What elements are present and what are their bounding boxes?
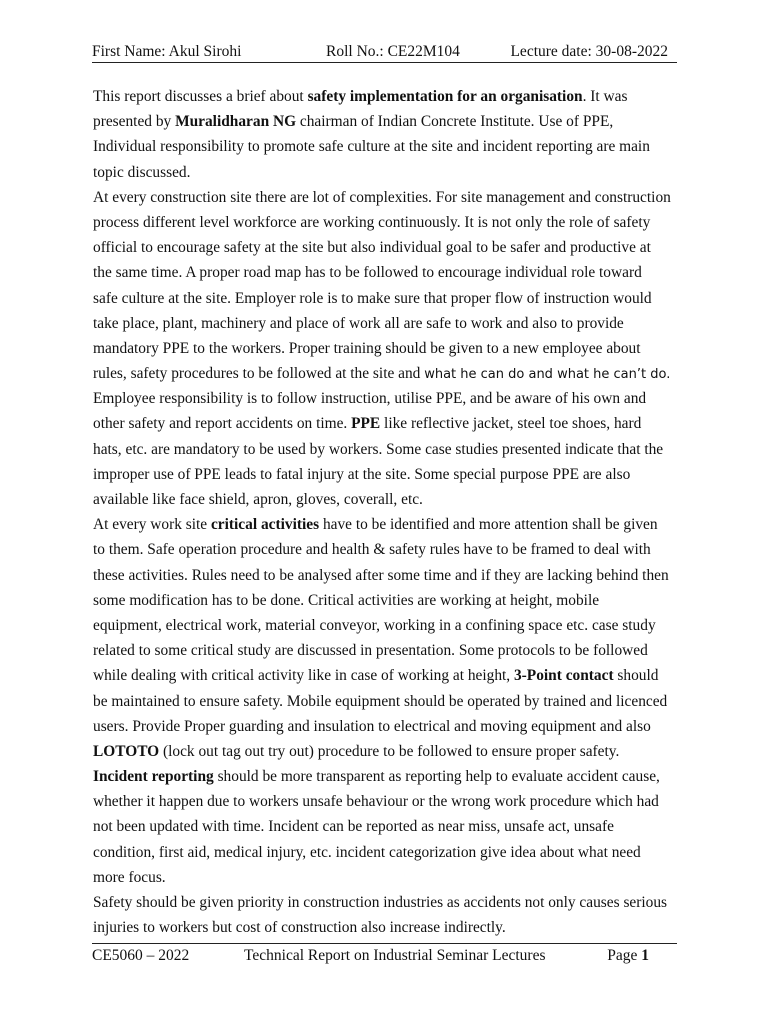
- header-roll-number: Roll No.: CE22M104: [326, 43, 460, 60]
- page-footer: [92, 943, 677, 966]
- text-run: be maintained to ensure safety. Mobile equipment should be operated by trained and licenced: [93, 692, 668, 710]
- text-run: mandatory PPE to the workers. Proper training should be given to a new employee about: [93, 339, 641, 357]
- text-line: [93, 134, 678, 159]
- bold-text: Incident reporting: [93, 768, 214, 786]
- text-run: take place, plant, machinery and place of work all are safe to work and also to provide: [93, 314, 624, 332]
- text-line: [93, 537, 678, 562]
- text-line: [93, 361, 678, 386]
- text-run: condition, first aid, medical injury, etc. incident categorization give idea about what need: [93, 843, 641, 861]
- text-run: should: [613, 667, 659, 685]
- text-line: [93, 437, 678, 462]
- text-run: what he can do and what he can’t do.: [424, 367, 671, 383]
- bold-text: safety implementation for an organisation: [307, 88, 583, 105]
- text-run: have to be identified and more attention shall be given: [319, 516, 658, 534]
- text-run: should be more transparent as reporting help to evaluate accident cause,: [213, 768, 660, 786]
- text-line: [93, 260, 678, 285]
- text-line: [93, 84, 678, 109]
- text-line: [93, 689, 678, 714]
- text-run: these activities. Rules need to be analysed after some time and if they are lacking behind then: [93, 566, 669, 584]
- text-line: [93, 638, 678, 663]
- report-body: [93, 84, 678, 940]
- text-line: [93, 487, 678, 512]
- text-run: to them. Safe operation procedure and health & safety rules have to be framed to deal with: [93, 541, 651, 559]
- text-run: . It was: [582, 88, 628, 105]
- text-line: [93, 336, 678, 361]
- text-line: [93, 311, 678, 336]
- text-run: injuries to workers but cost of construction also increase indirectly.: [93, 919, 506, 937]
- text-run: topic discussed.: [93, 163, 191, 181]
- text-run: process different level workforce are working continuously. It is not only the role of safety: [93, 213, 651, 231]
- text-line: [93, 613, 678, 638]
- text-run: the same time. A proper road map has to be followed to encourage individual role toward: [93, 264, 642, 282]
- text-run: safe culture at the site. Employer role is to make sure that proper flow of instruction would: [93, 289, 652, 307]
- text-run: chairman of Indian Concrete Institute. Use of PPE,: [296, 113, 614, 131]
- header-lecture-date: Lecture date: 30-08-2022: [510, 43, 668, 60]
- text-run: not been updated with time. Incident can be reported as near miss, unsafe act, unsafe: [93, 818, 614, 836]
- text-line: [93, 890, 678, 915]
- bold-text: PPE: [351, 415, 381, 433]
- text-run: Employee responsibility is to follow instruction, utilise PPE, and be aware of his own and: [93, 390, 647, 408]
- bold-text: Muralidharan NG: [175, 113, 297, 131]
- text-line: [93, 235, 678, 260]
- bold-text: 3-Point contact: [513, 667, 614, 685]
- bold-text: LOTOTO: [93, 742, 160, 760]
- text-run: presented by: [93, 113, 176, 131]
- text-line: [93, 185, 678, 210]
- text-run: more focus.: [93, 868, 166, 886]
- text-line: [93, 764, 678, 789]
- footer-page-value: 1: [641, 947, 649, 964]
- text-run: rules, safety procedures to be followed at the site and: [93, 365, 425, 383]
- text-line: [93, 286, 678, 311]
- text-run: Individual responsibility to promote safe culture at the site and incident reporting are main: [93, 138, 650, 156]
- text-line: [93, 663, 678, 688]
- footer-page-number: [607, 947, 649, 965]
- text-run: This report discusses a brief about: [93, 88, 308, 105]
- text-line: [93, 109, 678, 134]
- text-line: [93, 563, 678, 588]
- footer-course-code: CE5060 – 2022: [92, 947, 190, 964]
- footer-page-label: Page: [607, 947, 642, 964]
- header-name: First Name: Akul Sirohi: [92, 43, 242, 60]
- text-run: hats, etc. are mandatory to be used by workers. Some case studies presented indicate that the: [93, 440, 664, 458]
- text-run: official to encourage safety at the site but also individual goal to be safer and productive at: [93, 239, 651, 257]
- text-line: [93, 840, 678, 865]
- text-line: [93, 915, 678, 940]
- text-run: users. Provide Proper guarding and insulation to electrical and moving equipment and also: [93, 717, 651, 735]
- text-line: [93, 739, 678, 764]
- text-line: [93, 210, 678, 235]
- text-run: At every work site: [93, 516, 211, 534]
- text-line: [93, 714, 678, 739]
- text-line: [93, 411, 678, 436]
- text-run: Safety should be given priority in construction industries as accidents not only causes serious: [93, 894, 668, 911]
- text-run: like reflective jacket, steel toe shoes, hard: [380, 415, 642, 433]
- text-run: while dealing with critical activity like in case of working at height,: [93, 667, 514, 685]
- text-run: some modification has to be done. Critical activities are working at height, mobile: [93, 591, 600, 609]
- text-line: [93, 386, 678, 411]
- text-run: equipment, electrical work, material conveyor, working in a confining space etc. case study: [93, 616, 656, 634]
- text-line: [93, 462, 678, 487]
- text-run: other safety and report accidents on time.: [93, 415, 352, 433]
- text-run: (lock out tag out try out) procedure to be followed to ensure proper safety.: [159, 742, 620, 760]
- text-line: [93, 814, 678, 839]
- text-run: available like face shield, apron, gloves, coverall, etc.: [93, 491, 423, 508]
- text-run: related to some critical study are discussed in presentation. Some protocols to be followed: [93, 642, 648, 660]
- text-line: [93, 160, 678, 185]
- text-line: [93, 588, 678, 613]
- text-line: [93, 865, 678, 890]
- text-line: [93, 512, 678, 537]
- text-run: whether it happen due to workers unsafe behaviour or the wrong work procedure which had: [93, 793, 659, 811]
- text-run: improper use of PPE leads to fatal injury at the site. Some special purpose PPE are also: [93, 465, 631, 483]
- footer-report-title: Technical Report on Industrial Seminar Lectures: [244, 947, 546, 964]
- text-run: At every construction site there are lot of complexities. For site management and construction: [93, 188, 671, 206]
- page-header: [92, 40, 677, 63]
- bold-text: critical activities: [210, 516, 320, 534]
- text-line: [93, 789, 678, 814]
